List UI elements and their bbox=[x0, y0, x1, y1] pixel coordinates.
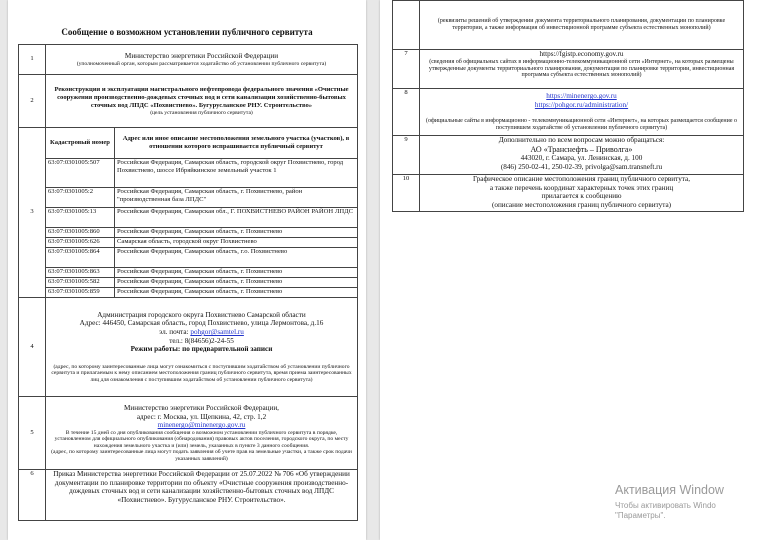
table-row bbox=[19, 128, 358, 159]
row-cell bbox=[46, 298, 358, 397]
admin-hours: Режим работы: по предварительной записи bbox=[130, 345, 273, 354]
document-page-2 bbox=[380, 0, 759, 540]
admin-email-link[interactable]: pohgor@samtel.ru bbox=[190, 328, 244, 337]
cadastral-number: 63:07:0301005:864 bbox=[46, 248, 115, 268]
deadline-note: (адрес, по которому заинтересованные лица могут подать заявления об учете прав на земельные участки, а также срок подачи указанных заявлений) bbox=[51, 449, 352, 462]
parcel-row bbox=[19, 208, 358, 228]
row-number: 9 bbox=[393, 136, 420, 175]
cadastral-number: 63:07:0301005:13 bbox=[46, 208, 115, 228]
table-row bbox=[393, 89, 744, 136]
parcel-address: Российская Федерация, Самарская область, г. Похвистнево bbox=[115, 268, 358, 278]
parcel-address: Российская Федерация, Самарская обл., Г. ПОХВИСТНЕВО РАЙОН РАЙОН ЛПДС bbox=[115, 208, 358, 228]
admin-name: Администрация городского округа Похвистнево Самарской области bbox=[97, 310, 306, 319]
row-number: 8 bbox=[393, 89, 420, 136]
parcel-address: Российская Федерация, Самарская область, г.о. Похвистнево bbox=[115, 248, 358, 268]
pohgor-link[interactable]: https://pohgor.ru/administration/ bbox=[534, 101, 629, 110]
row-number: 7 bbox=[393, 50, 420, 89]
order-text: Приказ Министерства энергетики Российской Федерации от 25.07.2022 № 706 «Об утверждении документации по планировке территории по объекту «Очистные сооружения производственно-дождевых сточных вод и сети канализации хозяйственно-бытовых сточных вод ЛПДС «Похвистнево». Бугурусланское РНУ. Строительство». bbox=[46, 470, 358, 521]
ministry-name: Министерство энергетики Российской Федерации, bbox=[124, 403, 279, 412]
parcel-row bbox=[19, 268, 358, 278]
admin-address: Адрес: 446450, Самарская область, город Похвистнево, улица Лермонтова, д.16 bbox=[79, 319, 324, 328]
parcel-row bbox=[19, 188, 358, 208]
notice-table-continued bbox=[392, 0, 744, 212]
watermark-line-3: "Параметры". bbox=[615, 511, 666, 520]
parcel-address: Российская Федерация, Самарская область, г. Похвистнево bbox=[115, 228, 358, 238]
row6-note: (реквизиты решений об утверждении документа территориального планирования, документации по планировке территории, а также информация об инвестиционной программе субъекта естественных монополий) bbox=[420, 1, 744, 50]
parcel-row bbox=[19, 238, 358, 248]
parcel-address: Российская Федерация, Самарская область, городской округ Похвистнево, город Похвистнево, шоссе Ибряйкинское земельный участок 1 bbox=[115, 159, 358, 188]
row-cell bbox=[420, 136, 744, 175]
parcel-address: Самарская область, городской округ Похвистнево bbox=[115, 238, 358, 248]
fgistp-note: (сведения об официальных сайтах в информационно-телекоммуникационной сети «Интернет», на которых размещены утвержденные документы территориального планирования, документация по планировке территории, инвестиционная программа субъекта естественных монополий) bbox=[428, 58, 735, 79]
admin-phone: тел.: 8(84656)2-24-55 bbox=[169, 336, 234, 345]
notice-table bbox=[18, 44, 358, 521]
parcel-row bbox=[19, 288, 358, 298]
contact-phones: (846) 250-02-41, 250-02-39, privolga@sam.transneft.ru bbox=[500, 162, 663, 171]
cadastral-number: 63:07:0301005:863 bbox=[46, 268, 115, 278]
graphic-line-3: прилагается к сообщению bbox=[541, 192, 622, 201]
parcel-row bbox=[19, 248, 358, 268]
parcel-row bbox=[19, 278, 358, 288]
row-number: 10 bbox=[393, 175, 420, 212]
contact-company: АО «Транснефть – Приволга» bbox=[530, 144, 633, 154]
table-row bbox=[393, 175, 744, 212]
cadastral-number: 63:07:0301005:2 bbox=[46, 188, 115, 208]
row-cell bbox=[420, 89, 744, 136]
row-number: 5 bbox=[19, 397, 46, 470]
authority-name: Министерство энергетики Российской Федерации bbox=[124, 51, 279, 60]
table-row bbox=[19, 45, 358, 75]
table-row bbox=[393, 50, 744, 89]
row-number: 2 bbox=[19, 75, 46, 128]
parcel-address: Российская Федерация, Самарская область, г. Похвистнево, район "производственная база ЛПДС" bbox=[115, 188, 358, 208]
ministry-address: адрес: г. Москва, ул. Щепкина, 42, стр. 1,2 bbox=[136, 412, 267, 421]
table-row bbox=[393, 136, 744, 175]
table-row bbox=[19, 75, 358, 128]
row-number: 4 bbox=[19, 298, 46, 397]
table-row bbox=[393, 1, 744, 50]
column-header-address: Адрес или иное описание местоположения земельного участка (участков), в отношении которого испрашивается публичный сервитут bbox=[115, 128, 358, 159]
graphic-note: (описание местоположения границ публичного сервитута) bbox=[491, 200, 672, 209]
graphic-line-1: Графическое описание местоположения границ публичного сервитута, bbox=[472, 175, 691, 183]
watermark-line-2: Чтобы активировать Windo bbox=[615, 501, 716, 510]
row-number: 6 bbox=[19, 470, 46, 521]
activation-watermark bbox=[615, 483, 724, 521]
fgistp-url[interactable]: https://fgistp.economy.gov.ru bbox=[539, 50, 624, 58]
admin-email-line bbox=[48, 328, 355, 337]
minenergo-link[interactable]: https://minenergo.gov.ru bbox=[546, 92, 617, 101]
document-title: Сообщение о возможном установлении публичного сервитута bbox=[61, 27, 313, 37]
table-row bbox=[19, 470, 358, 521]
contact-address: 443020, г. Самара, ул. Ленинская, д. 100 bbox=[520, 154, 643, 163]
row-cell bbox=[420, 175, 744, 212]
cadastral-number: 63:07:0301005:860 bbox=[46, 228, 115, 238]
cadastral-number: 63:07:0301005:582 bbox=[46, 278, 115, 288]
parcel-address: Российская Федерация, Самарская область, г. Похвистнево bbox=[115, 278, 358, 288]
purpose-note: (цель установления публичного сервитута) bbox=[150, 109, 253, 116]
document-page-1 bbox=[8, 0, 366, 540]
email-label: эл. почта: bbox=[159, 328, 189, 337]
graphic-line-2: а также перечень координат характерных точек этих границ bbox=[489, 183, 674, 192]
cadastral-number: 63:07:0301005:507 bbox=[46, 159, 115, 188]
table-row bbox=[19, 298, 358, 397]
table-row bbox=[19, 397, 358, 470]
row-cell bbox=[420, 50, 744, 89]
row-number: 1 bbox=[19, 45, 46, 75]
row-cell bbox=[46, 397, 358, 470]
parcel-address: Российская Федерация, Самарская область, г. Похвистнево bbox=[115, 288, 358, 298]
admin-note: (адрес, по которому заинтересованные лица могут ознакомиться с поступившим ходатайством об установлении публичного сервитута и прилагаемым к нему описанием местоположения границ публичного сервитута, время приема заинтересованных лиц для ознакомления с поступившим ходатайством об установлении публичного сервитута) bbox=[51, 363, 352, 383]
row-cell bbox=[46, 45, 358, 75]
authority-note: (уполномоченный орган, которым рассматривается ходатайство об установлении публичного сервитута) bbox=[76, 60, 327, 67]
contact-intro: Дополнительно по всем вопросам можно обращаться: bbox=[498, 136, 665, 144]
row-cell bbox=[46, 75, 358, 128]
ministry-email-link[interactable]: minenergo@minenergo.gov.ru bbox=[157, 421, 246, 430]
cadastral-number: 63:07:0301005:859 bbox=[46, 288, 115, 298]
sites-note: (официальные сайты в информационно - телекоммуникационной сети «Интернет», на которых размещается сообщение о поступившем ходатайстве об установлении публичного сервитута) bbox=[425, 117, 738, 131]
watermark-title: Активация Window bbox=[615, 483, 724, 497]
purpose-text: Реконструкция и эксплуатация магистрального нефтепровода федерального значения «Очистные сооружения производственно-дождевых сточных вод и сети канализации хозяйственно-бытовых сточных вод ЛПДС «Похвистнево». Бугурусланское РНУ. Строительство» bbox=[54, 85, 349, 109]
parcel-row bbox=[19, 228, 358, 238]
cadastral-number: 63:07:0301005:626 bbox=[46, 238, 115, 248]
parcel-row bbox=[19, 159, 358, 188]
column-header-cadastral: Кадастровый номер bbox=[46, 128, 115, 159]
row-number: 3 bbox=[19, 128, 46, 298]
deadline-text: В течение 15 дней со дня опубликования сообщения о возможном установлении публичного сервитута в порядке, установленном для официального опубликования (обнародования) правовых актов поселения, городского округа, по месту нахождения земельного участка и (или) земель, указанных в пункте 3 данного сообщения. bbox=[54, 429, 349, 449]
